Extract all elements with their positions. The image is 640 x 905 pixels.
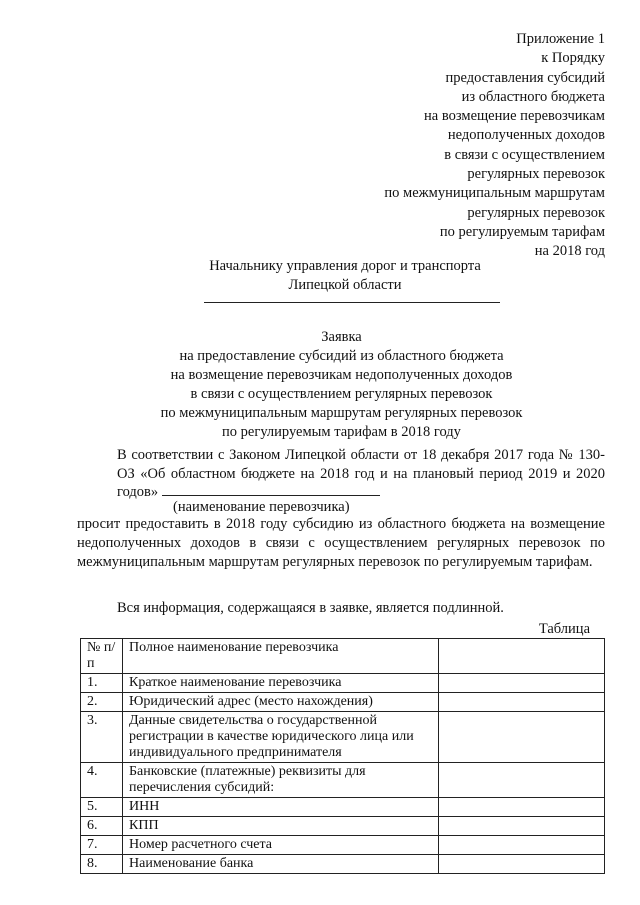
title-line: в связи с осуществлением регулярных перевозок xyxy=(190,386,493,402)
appendix-line: по межмуниципальным маршрутам xyxy=(384,185,605,202)
table-row xyxy=(81,855,605,874)
table-row xyxy=(81,817,605,836)
title-line: на возмещение перевозчикам недополученных доходов xyxy=(170,367,513,383)
cell-number: № п/п xyxy=(81,639,123,674)
cell-name: ИНН xyxy=(123,798,439,817)
info-statement: Вся информация, содержащаяся в заявке, является подлинной. xyxy=(117,600,504,616)
cell-number: 6. xyxy=(81,817,123,836)
cell-number: 3. xyxy=(81,712,123,763)
appendix-line: Приложение 1 xyxy=(516,31,605,47)
title-line: по межмуниципальным маршрутам регулярных перевозок xyxy=(160,405,523,421)
appendix-line: регулярных перевозок xyxy=(467,204,605,221)
carrier-name-blank[interactable] xyxy=(162,483,380,496)
addressee-block xyxy=(0,257,640,295)
document-title xyxy=(0,328,640,442)
table-row xyxy=(81,836,605,855)
cell-value[interactable] xyxy=(439,763,605,798)
cell-name: Номер расчетного счета xyxy=(123,836,439,855)
cell-number: 2. xyxy=(81,693,123,712)
table-row xyxy=(81,798,605,817)
cell-number: 4. xyxy=(81,763,123,798)
cell-name: Юридический адрес (место нахождения) xyxy=(123,693,439,712)
cell-value[interactable] xyxy=(439,798,605,817)
cell-value[interactable] xyxy=(439,836,605,855)
cell-value[interactable] xyxy=(439,693,605,712)
appendix-line: в связи с осуществлением xyxy=(444,146,605,163)
cell-number: 1. xyxy=(81,674,123,693)
table-row xyxy=(81,674,605,693)
cell-name: Наименование банка xyxy=(123,855,439,874)
cell-value[interactable] xyxy=(439,712,605,763)
table-label: Таблица xyxy=(538,621,590,637)
appendix-line: недополученных доходов xyxy=(447,127,605,144)
cell-name: Краткое наименование перевозчика xyxy=(123,674,439,693)
carrier-info-table xyxy=(80,638,605,874)
signature-underline xyxy=(204,302,500,303)
carrier-caption: (наименование перевозчика) xyxy=(173,499,350,515)
table-row xyxy=(81,763,605,798)
addressee-line-2: Липецкой области xyxy=(288,277,402,293)
table-header-row xyxy=(81,639,605,674)
cell-value[interactable] xyxy=(439,817,605,836)
cell-name: Данные свидетельства о государственной регистрации в качестве юридического лица или индивидуального предпринимателя xyxy=(123,712,439,763)
appendix-line: из областного бюджета xyxy=(461,88,605,105)
intro-text: В соответствии с Законом Липецкой области от 18 декабря 2017 года № 130-ОЗ «Об областном бюджете на 2018 год и на плановый период 2019 и 2020 годов» xyxy=(117,447,605,500)
cell-name: Банковские (платежные) реквизиты для перечисления субсидий: xyxy=(123,763,439,798)
appendix-line: по регулируемым тарифам xyxy=(439,223,605,240)
title-line: на предоставление субсидий из областного бюджета xyxy=(179,348,504,364)
appendix-line: к Порядку xyxy=(541,50,605,67)
addressee-line-1: Начальнику управления дорог и транспорта xyxy=(209,258,481,274)
table-row xyxy=(81,712,605,763)
appendix-header xyxy=(384,30,605,262)
cell-name: КПП xyxy=(123,817,439,836)
cell-number: 8. xyxy=(81,855,123,874)
intro-paragraph xyxy=(77,446,605,502)
appendix-line: на 2018 год xyxy=(534,243,605,260)
appendix-line: на возмещение перевозчикам xyxy=(424,108,605,125)
cell-number: 5. xyxy=(81,798,123,817)
cell-value[interactable] xyxy=(439,639,605,674)
title-line: по регулируемым тарифам в 2018 году xyxy=(222,424,461,440)
appendix-line: предоставления субсидий xyxy=(445,69,605,86)
appendix-line: регулярных перевозок xyxy=(467,166,605,183)
cell-name: Полное наименование перевозчика xyxy=(123,639,439,674)
request-paragraph: просит предоставить в 2018 году субсидию из областного бюджета на возмещение недополученных доходов в связи с осуществлением регулярных перевозок по межмуниципальным маршрутам регулярных перевозок по регулируемым тарифам. xyxy=(77,516,605,570)
title-line: Заявка xyxy=(321,329,362,345)
cell-value[interactable] xyxy=(439,674,605,693)
cell-number: 7. xyxy=(81,836,123,855)
table-row xyxy=(81,693,605,712)
cell-value[interactable] xyxy=(439,855,605,874)
